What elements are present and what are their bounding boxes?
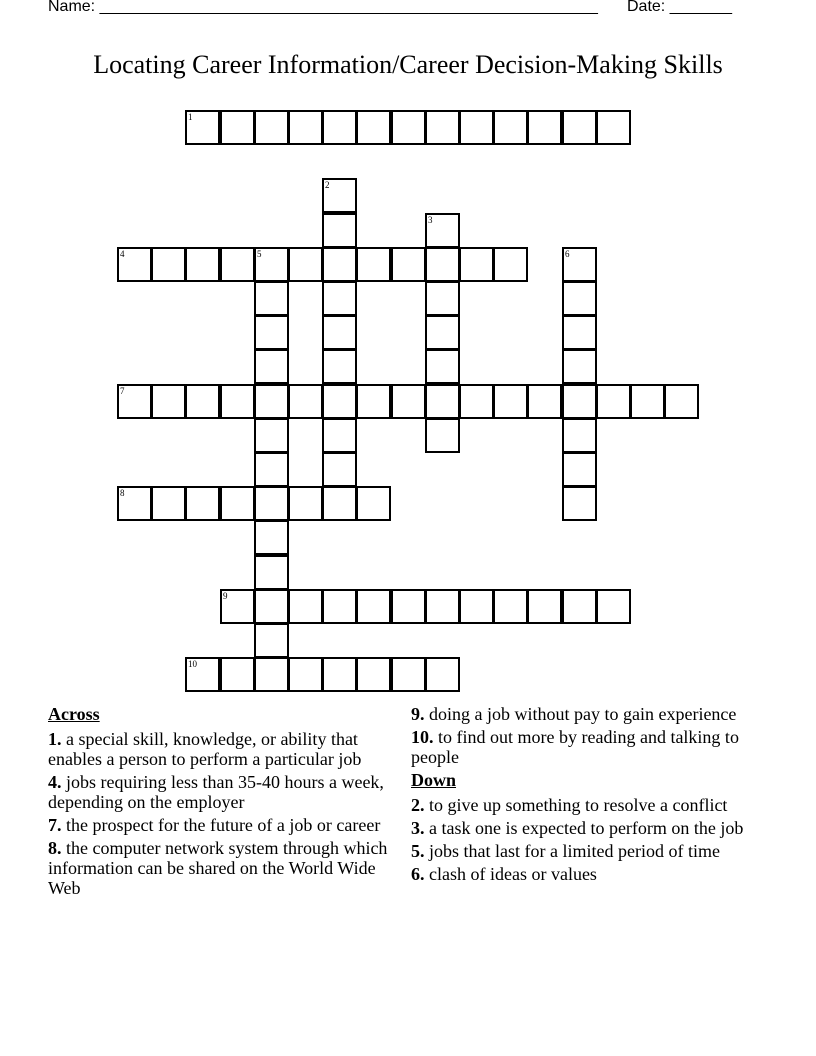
grid-cell[interactable] xyxy=(391,384,426,419)
clue-number: 10. xyxy=(411,727,434,747)
grid-cell[interactable] xyxy=(117,384,152,419)
grid-cell[interactable] xyxy=(459,589,494,624)
grid-cell[interactable] xyxy=(185,486,220,521)
clue-down-6 xyxy=(411,864,751,884)
grid-cell[interactable] xyxy=(288,110,323,145)
grid-cell[interactable] xyxy=(562,384,597,419)
cell-number: 2 xyxy=(325,180,330,190)
grid-cell[interactable] xyxy=(425,589,460,624)
grid-cell[interactable] xyxy=(562,418,597,453)
clue-number: 6. xyxy=(411,864,425,884)
grid-cell[interactable] xyxy=(220,486,255,521)
grid-cell[interactable] xyxy=(562,452,597,487)
clue-number: 4. xyxy=(48,772,62,792)
clue-number: 1. xyxy=(48,729,62,749)
grid-cell[interactable] xyxy=(459,247,494,282)
grid-cell[interactable] xyxy=(356,486,391,521)
grid-cell[interactable] xyxy=(425,247,460,282)
cell-number: 8 xyxy=(120,488,125,498)
grid-cell[interactable] xyxy=(288,247,323,282)
grid-cell[interactable] xyxy=(562,486,597,521)
grid-cell[interactable] xyxy=(527,589,562,624)
grid-cell[interactable] xyxy=(493,384,528,419)
grid-cell[interactable] xyxy=(288,589,323,624)
grid-cell[interactable] xyxy=(117,247,152,282)
cell-number: 9 xyxy=(223,591,228,601)
clue-text: the prospect for the future of a job or career xyxy=(66,815,381,835)
grid-cell[interactable] xyxy=(322,315,357,350)
grid-cell[interactable] xyxy=(596,384,631,419)
cell-number: 4 xyxy=(120,249,125,259)
grid-cell[interactable] xyxy=(562,349,597,384)
grid-cell[interactable] xyxy=(151,247,186,282)
grid-cell[interactable] xyxy=(288,657,323,692)
grid-cell[interactable] xyxy=(254,589,289,624)
date-field-label: Date: _______ xyxy=(627,0,732,15)
grid-cell[interactable] xyxy=(220,247,255,282)
grid-cell[interactable] xyxy=(459,110,494,145)
grid-cell[interactable] xyxy=(527,110,562,145)
clue-text: a task one is expected to perform on the job xyxy=(429,818,744,838)
clue-number: 5. xyxy=(411,841,425,861)
clue-text: clash of ideas or values xyxy=(429,864,597,884)
grid-cell[interactable] xyxy=(391,247,426,282)
clue-down-2 xyxy=(411,795,751,815)
clue-across-10 xyxy=(411,727,751,767)
grid-cell[interactable] xyxy=(185,384,220,419)
cell-number: 6 xyxy=(565,249,570,259)
grid-cell[interactable] xyxy=(322,418,357,453)
grid-cell[interactable] xyxy=(220,589,255,624)
grid-cell[interactable] xyxy=(425,213,460,248)
grid-cell[interactable] xyxy=(425,110,460,145)
grid-cell[interactable] xyxy=(562,315,597,350)
grid-cell[interactable] xyxy=(459,384,494,419)
grid-cell[interactable] xyxy=(596,110,631,145)
clue-text: to find out more by reading and talking to people xyxy=(411,727,739,767)
grid-cell[interactable] xyxy=(254,110,289,145)
clue-text: a special skill, knowledge, or ability that enables a person to perform a particular job xyxy=(48,729,362,769)
grid-cell[interactable] xyxy=(322,178,357,213)
grid-cell[interactable] xyxy=(391,657,426,692)
name-field-label: Name: ________________________________________________________ xyxy=(48,0,598,15)
grid-cell[interactable] xyxy=(562,589,597,624)
grid-cell[interactable] xyxy=(151,384,186,419)
grid-cell[interactable] xyxy=(493,110,528,145)
grid-cell[interactable] xyxy=(185,247,220,282)
clue-text: the computer network system through which information can be shared on the World Wide Web xyxy=(48,838,388,898)
grid-cell[interactable] xyxy=(425,384,460,419)
grid-cell[interactable] xyxy=(254,418,289,453)
grid-cell[interactable] xyxy=(425,349,460,384)
clue-down-5 xyxy=(411,841,751,861)
grid-cell[interactable] xyxy=(356,657,391,692)
grid-cell[interactable] xyxy=(322,657,357,692)
grid-cell[interactable] xyxy=(322,486,357,521)
clue-number: 9. xyxy=(411,704,425,724)
grid-cell[interactable] xyxy=(562,110,597,145)
cell-number: 3 xyxy=(428,215,433,225)
grid-cell[interactable] xyxy=(254,281,289,316)
grid-cell[interactable] xyxy=(117,486,152,521)
grid-cell[interactable] xyxy=(254,247,289,282)
cell-number: 10 xyxy=(188,659,197,669)
grid-cell[interactable] xyxy=(356,384,391,419)
grid-cell[interactable] xyxy=(425,418,460,453)
grid-cell[interactable] xyxy=(185,657,220,692)
grid-cell[interactable] xyxy=(254,452,289,487)
grid-cell[interactable] xyxy=(254,315,289,350)
grid-cell[interactable] xyxy=(254,349,289,384)
grid-cell[interactable] xyxy=(391,110,426,145)
grid-cell[interactable] xyxy=(356,589,391,624)
page-title: Locating Career Information/Career Decision-Making Skills xyxy=(93,50,723,79)
grid-cell[interactable] xyxy=(254,555,289,590)
grid-cell[interactable] xyxy=(425,281,460,316)
grid-cell[interactable] xyxy=(322,110,357,145)
grid-cell[interactable] xyxy=(664,384,699,419)
clue-number: 7. xyxy=(48,815,62,835)
grid-cell[interactable] xyxy=(493,247,528,282)
clue-down-3 xyxy=(411,818,751,838)
grid-cell[interactable] xyxy=(254,486,289,521)
grid-cell[interactable] xyxy=(254,520,289,555)
grid-cell[interactable] xyxy=(356,110,391,145)
grid-cell[interactable] xyxy=(322,213,357,248)
cell-number: 7 xyxy=(120,386,125,396)
grid-cell[interactable] xyxy=(391,589,426,624)
clue-number: 8. xyxy=(48,838,62,858)
cell-number: 5 xyxy=(257,249,262,259)
clue-number: 2. xyxy=(411,795,425,815)
grid-cell[interactable] xyxy=(425,657,460,692)
clue-across-7 xyxy=(48,815,396,835)
clue-across-8 xyxy=(48,838,396,898)
grid-cell[interactable] xyxy=(151,486,186,521)
clue-number: 3. xyxy=(411,818,425,838)
clue-text: jobs that last for a limited period of time xyxy=(429,841,720,861)
grid-cell[interactable] xyxy=(220,384,255,419)
down-heading: Down xyxy=(411,770,457,790)
clue-text: to give up something to resolve a conflict xyxy=(429,795,728,815)
grid-cell[interactable] xyxy=(562,247,597,282)
grid-cell[interactable] xyxy=(220,110,255,145)
grid-cell[interactable] xyxy=(527,384,562,419)
grid-cell[interactable] xyxy=(288,384,323,419)
grid-cell[interactable] xyxy=(254,657,289,692)
clue-text: jobs requiring less than 35-40 hours a week, depending on the employer xyxy=(48,772,384,812)
grid-cell[interactable] xyxy=(254,384,289,419)
clue-text: doing a job without pay to gain experience xyxy=(429,704,737,724)
grid-cell[interactable] xyxy=(254,623,289,658)
grid-cell[interactable] xyxy=(322,247,357,282)
grid-cell[interactable] xyxy=(630,384,665,419)
grid-cell[interactable] xyxy=(356,247,391,282)
grid-cell[interactable] xyxy=(322,281,357,316)
grid-cell[interactable] xyxy=(493,589,528,624)
clue-across-1 xyxy=(48,729,396,769)
grid-cell[interactable] xyxy=(288,486,323,521)
grid-cell[interactable] xyxy=(322,349,357,384)
grid-cell[interactable] xyxy=(322,589,357,624)
cell-number: 1 xyxy=(188,112,193,122)
clues-right-column xyxy=(411,704,751,887)
grid-cell[interactable] xyxy=(322,384,357,419)
clues-left-column xyxy=(48,704,396,901)
grid-cell[interactable] xyxy=(596,589,631,624)
grid-cell[interactable] xyxy=(220,657,255,692)
clue-across-4 xyxy=(48,772,396,812)
grid-cell[interactable] xyxy=(562,281,597,316)
grid-cell[interactable] xyxy=(185,110,220,145)
grid-cell[interactable] xyxy=(322,452,357,487)
across-heading: Across xyxy=(48,704,100,724)
grid-cell[interactable] xyxy=(425,315,460,350)
clue-across-9 xyxy=(411,704,751,724)
